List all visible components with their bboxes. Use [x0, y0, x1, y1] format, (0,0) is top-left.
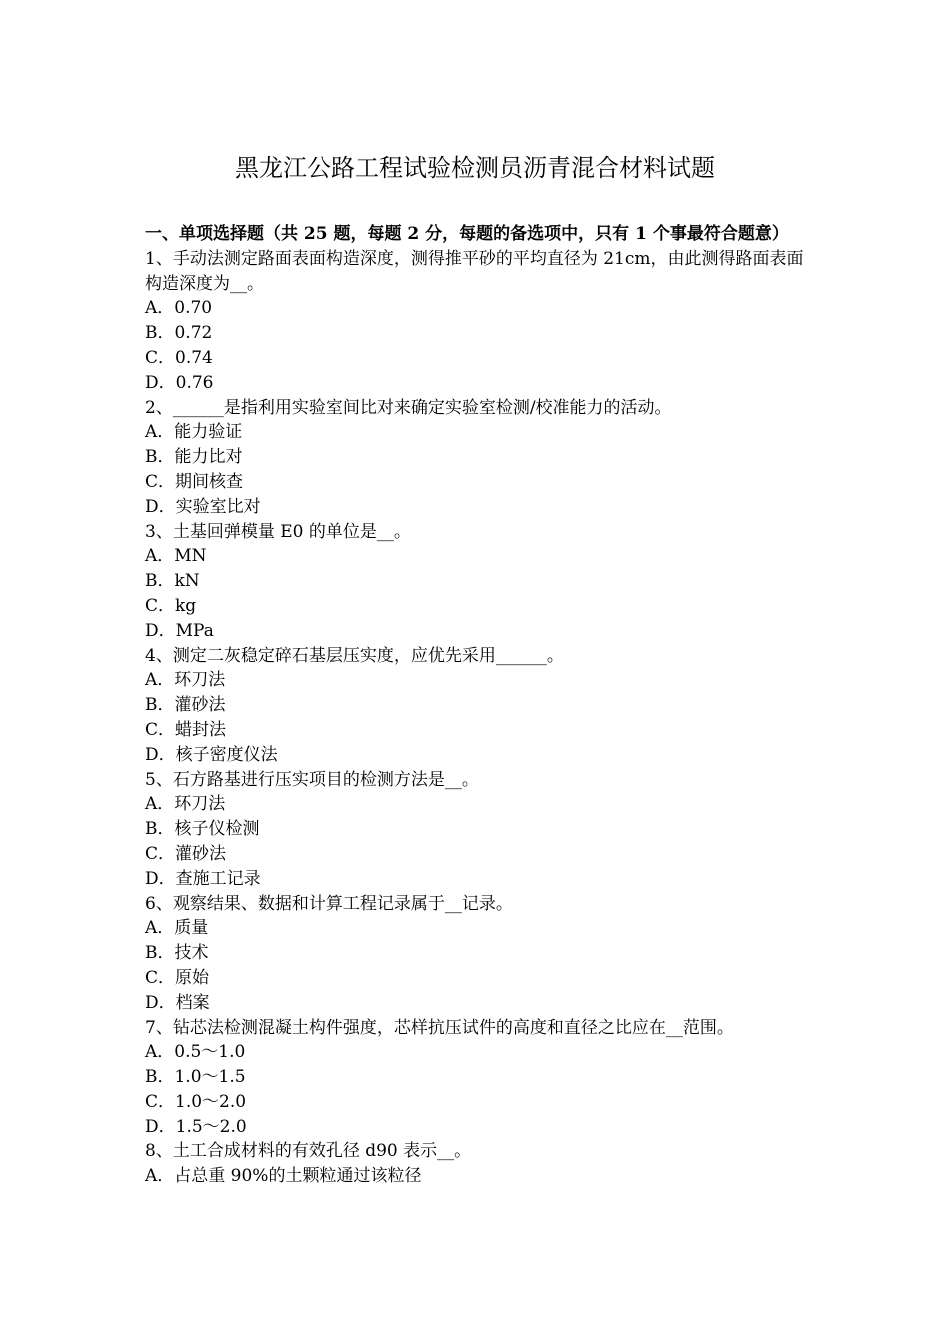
option-d: D．档案	[145, 992, 210, 1013]
option-b: B．1.0～1.5	[145, 1067, 246, 1088]
option-a: A．环刀法	[145, 794, 226, 815]
question-6	[145, 892, 810, 1016]
option-b: B．能力比对	[145, 447, 243, 468]
question-stem: 7、钻芯法检测混凝土构件强度，芯样抗压试件的高度和直径之比应在__范围。	[145, 1017, 734, 1038]
question-7	[145, 1016, 810, 1140]
document-body	[145, 222, 810, 1189]
question-stem: 4、测定二灰稳定碎石基层压实度，应优先采用______。	[145, 645, 564, 666]
option-a: A．占总重 90%的土颗粒通过该粒径	[145, 1166, 422, 1187]
section-heading: 一、单项选择题（共 25 题，每题 2 分，每题的备选项中，只有 1 个事最符合题意）	[145, 224, 789, 244]
question-5	[145, 768, 810, 892]
question-1	[145, 247, 810, 396]
question-stem: 8、土工合成材料的有效孔径 d90 表示__。	[145, 1141, 472, 1162]
option-b: B．技术	[145, 943, 209, 964]
question-3	[145, 520, 810, 644]
option-b: B．kN	[145, 571, 200, 592]
option-c: C．1.0～2.0	[145, 1091, 247, 1112]
option-d: D．0.76	[145, 372, 214, 393]
option-c: C．期间核查	[145, 471, 244, 492]
document-title: 黑龙江公路工程试验检测员沥青混合材料试题	[235, 154, 715, 182]
option-a: A．环刀法	[145, 670, 226, 691]
question-2	[145, 396, 810, 520]
question-8	[145, 1139, 810, 1189]
option-d: D．实验室比对	[145, 496, 261, 517]
option-a: A．0.70	[145, 298, 213, 319]
option-d: D．核子密度仪法	[145, 744, 278, 765]
option-d: D．查施工记录	[145, 868, 261, 889]
question-stem: 3、土基回弹模量 E0 的单位是__。	[145, 521, 411, 542]
option-c: C．kg	[145, 595, 197, 616]
option-b: B．核子仪检测	[145, 819, 260, 840]
option-a: A．能力验证	[145, 422, 243, 443]
question-stem: 5、石方路基进行压实项目的检测方法是__。	[145, 769, 479, 790]
option-d: D．MPa	[145, 620, 214, 641]
option-c: C．蜡封法	[145, 719, 227, 740]
question-stem: 2、______是指利用实验室间比对来确定实验室检测/校准能力的活动。	[145, 397, 672, 418]
option-a: A．0.5～1.0	[145, 1042, 246, 1063]
option-c: C．原始	[145, 967, 210, 988]
question-4	[145, 644, 810, 768]
option-a: A．质量	[145, 918, 209, 939]
option-c: C．灌砂法	[145, 843, 227, 864]
question-stem: 1、手动法测定路面表面构造深度，测得推平砂的平均直径为 21cm，由此测得路面表面构造深度为__。	[145, 248, 804, 294]
option-c: C．0.74	[145, 347, 213, 368]
question-stem: 6、观察结果、数据和计算工程记录属于__记录。	[145, 893, 513, 914]
option-b: B．灌砂法	[145, 695, 226, 716]
option-a: A．MN	[145, 546, 207, 567]
option-d: D．1.5～2.0	[145, 1116, 247, 1137]
option-b: B．0.72	[145, 323, 213, 344]
